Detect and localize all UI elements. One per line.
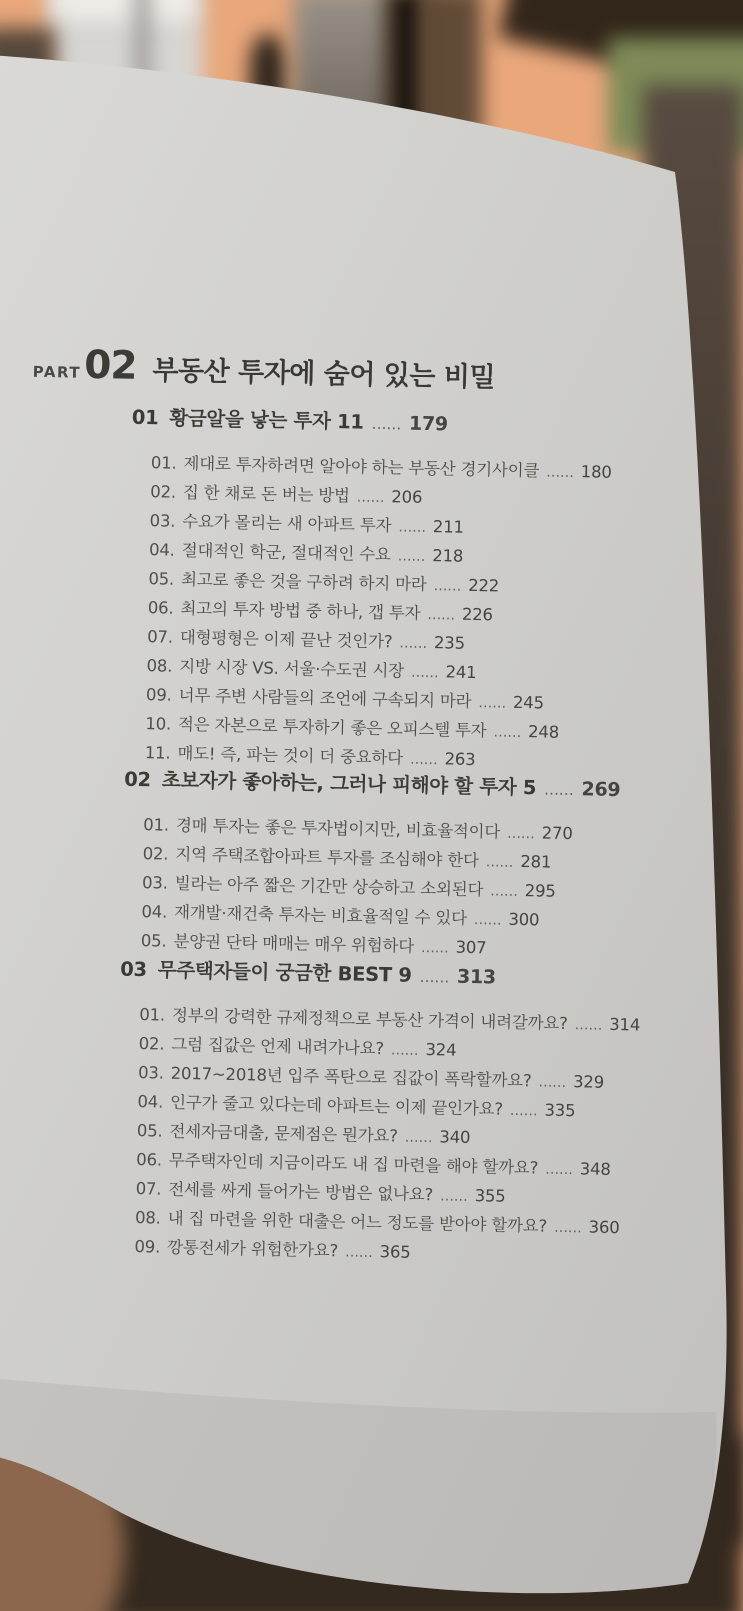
item-page-number: 245	[512, 692, 545, 713]
item-page-number: 211	[432, 517, 465, 537]
item-page-number: 348	[579, 1159, 611, 1179]
part-heading	[32, 342, 495, 397]
leader-dots: ……	[356, 489, 385, 507]
item-title: 최고의 투자 방법 중 하나, 갭 투자	[180, 598, 421, 623]
part-title: 부동산 투자에 숨어 있는 비밀	[152, 355, 496, 394]
section-title: 황금알을 낳는 투자 11	[169, 406, 364, 434]
leader-dots: ……	[506, 825, 535, 843]
leader-dots: ……	[398, 519, 427, 536]
item-page-number: 180	[580, 462, 612, 482]
section-heading	[132, 405, 717, 444]
item-number: 09.	[134, 1237, 161, 1257]
item-title: 지역 주택조합아파트 투자를 조심해야 한다	[175, 844, 479, 871]
item-number: 08.	[134, 1208, 161, 1228]
leader-dots: ……	[420, 939, 449, 957]
item-number: 05.	[140, 931, 167, 951]
item-title: 정부의 강력한 규제정책으로 부동산 가격이 내려갈까요?	[171, 1005, 568, 1034]
leader-dots: ……	[344, 1244, 373, 1261]
item-number: 03.	[149, 511, 176, 531]
item-title: 빌라는 아주 짧은 기간만 상승하고 소외된다	[174, 873, 484, 900]
item-page-number: 300	[508, 909, 540, 930]
leader-dots: ……	[427, 607, 456, 624]
item-page-number: 226	[461, 604, 494, 625]
section-title: 초보자가 좋아하는, 그러나 피해야 할 투자 5	[161, 768, 537, 800]
leader-dots: ……	[544, 1161, 573, 1179]
item-page-number: 235	[433, 633, 466, 653]
item-title: 수요가 몰리는 새 아파트 투자	[182, 511, 392, 536]
item-title: 내 집 마련을 위한 대출은 어느 정도를 받아야 할까요?	[167, 1208, 548, 1236]
item-number: 09.	[145, 685, 172, 705]
item-page-number: 340	[439, 1127, 471, 1148]
item-title: 깡통전세가 위험한가요?	[166, 1237, 339, 1261]
item-page-number: 241	[445, 662, 477, 683]
item-title: 제대로 투자하려면 알아야 하는 부동산 경기사이클	[183, 453, 540, 481]
leader-dots: ……	[419, 967, 450, 987]
leader-dots: ……	[485, 854, 514, 871]
item-title: 인구가 줄고 있다는데 아파트는 이제 끝인가요?	[169, 1092, 504, 1119]
item-title: 집 한 채로 돈 버는 방법	[182, 482, 350, 506]
item-page-number: 365	[379, 1242, 411, 1262]
item-number: 01.	[143, 815, 170, 835]
item-number: 04.	[141, 902, 168, 922]
item-number: 05.	[148, 569, 175, 589]
item-title: 전세자금대출, 문제점은 뭔가요?	[169, 1121, 398, 1146]
item-number: 07.	[135, 1179, 162, 1199]
item-number: 03.	[141, 873, 168, 893]
leader-dots: ……	[489, 883, 518, 900]
item-page-number: 222	[468, 575, 500, 596]
item-title: 그럼 집값은 언제 내려가나요?	[171, 1034, 385, 1059]
item-title: 적은 자본으로 투자하기 좋은 오피스텔 투자	[177, 714, 487, 741]
item-title: 전세를 싸게 들어가는 방법은 없나요?	[168, 1179, 434, 1205]
item-page-number: 263	[444, 749, 476, 770]
item-page-number: 218	[432, 546, 464, 566]
item-title: 재개발·재건축 투자는 비효율적일 수 있다	[173, 902, 468, 928]
leader-dots: ……	[439, 1188, 468, 1205]
item-title: 분양권 단타 매매는 매우 위험하다	[173, 931, 415, 956]
leader-dots: ……	[371, 414, 402, 434]
section-page-number: 179	[408, 412, 449, 436]
leader-dots: ……	[397, 548, 426, 565]
section-page-number: 313	[456, 965, 497, 989]
section-items	[141, 810, 709, 967]
leader-dots: ……	[409, 751, 438, 769]
leader-dots: ……	[545, 464, 574, 482]
item-page-number: 307	[455, 937, 487, 958]
item-page-number: 360	[588, 1217, 620, 1238]
item-number: 02.	[142, 844, 169, 864]
item-number: 11.	[144, 743, 171, 763]
toc-section-3	[114, 957, 705, 1273]
item-number: 01.	[139, 1005, 166, 1025]
item-page-number: 248	[527, 722, 560, 742]
item-number: 02.	[150, 482, 177, 502]
item-number: 03.	[137, 1063, 164, 1083]
item-number: 08.	[146, 656, 173, 676]
leader-dots: ……	[390, 1042, 419, 1059]
item-page-number: 324	[425, 1040, 457, 1060]
item-page-number: 206	[391, 487, 423, 507]
section-number: 02	[124, 767, 152, 792]
item-title: 최고로 좋은 것을 구하려 하지 마라	[180, 569, 427, 594]
item-title: 대형평형은 이제 끝난 것인가?	[179, 627, 393, 652]
toc-section-1	[125, 405, 717, 779]
section-items	[145, 448, 717, 779]
item-title: 무주택자인데 지금이라도 내 집 마련을 해야 할까요?	[168, 1150, 539, 1178]
item-page-number: 329	[572, 1072, 605, 1092]
item-title: 절대적인 학군, 절대적인 수요	[181, 540, 391, 565]
section-items	[134, 1000, 704, 1273]
item-number: 02.	[138, 1034, 165, 1054]
item-page-number: 295	[524, 881, 556, 901]
item-number: 01.	[150, 453, 177, 473]
section-number: 03	[120, 957, 148, 982]
leader-dots: ……	[478, 695, 507, 712]
item-title: 2017~2018년 입주 폭탄으로 집값이 폭락할까요?	[170, 1063, 532, 1091]
item-number: 06.	[136, 1150, 163, 1170]
leader-dots: ……	[574, 1017, 603, 1034]
item-number: 07.	[147, 627, 174, 647]
leader-dots: ……	[399, 635, 428, 653]
section-number: 01	[131, 405, 159, 430]
leader-dots: ……	[404, 1129, 433, 1147]
leader-dots: ……	[433, 578, 462, 595]
leader-dots: ……	[543, 780, 574, 800]
item-page-number: 335	[544, 1100, 576, 1121]
item-title: 경매 투자는 좋은 투자법이지만, 비효율적이다	[175, 815, 501, 842]
item-number: 04.	[137, 1092, 164, 1112]
leader-dots: ……	[473, 912, 502, 929]
item-page-number: 314	[609, 1014, 641, 1035]
item-page-number: 270	[541, 823, 573, 844]
leader-dots: ……	[410, 664, 439, 682]
item-title: 너무 주변 사람들의 조언에 구속되지 마라	[178, 685, 472, 711]
item-page-number: 355	[474, 1186, 506, 1206]
item-title: 지방 시장 VS. 서울·수도권 시장	[179, 656, 405, 681]
item-number: 05.	[136, 1121, 163, 1141]
section-title: 무주택자들이 궁금한 BEST 9	[157, 958, 412, 987]
part-number: 02	[83, 342, 137, 389]
item-page-number: 281	[520, 852, 552, 872]
item-number: 04.	[148, 540, 175, 560]
section-page-number: 269	[581, 778, 621, 802]
item-title: 매도! 즉, 파는 것이 더 중요하다	[177, 743, 404, 768]
item-number: 10.	[145, 714, 172, 734]
toc-section-2	[121, 767, 710, 967]
leader-dots: ……	[538, 1074, 567, 1092]
part-label: PART	[32, 362, 82, 382]
item-number: 06.	[147, 598, 174, 618]
leader-dots: ……	[509, 1102, 538, 1120]
leader-dots: ……	[493, 724, 522, 741]
leader-dots: ……	[553, 1219, 582, 1237]
